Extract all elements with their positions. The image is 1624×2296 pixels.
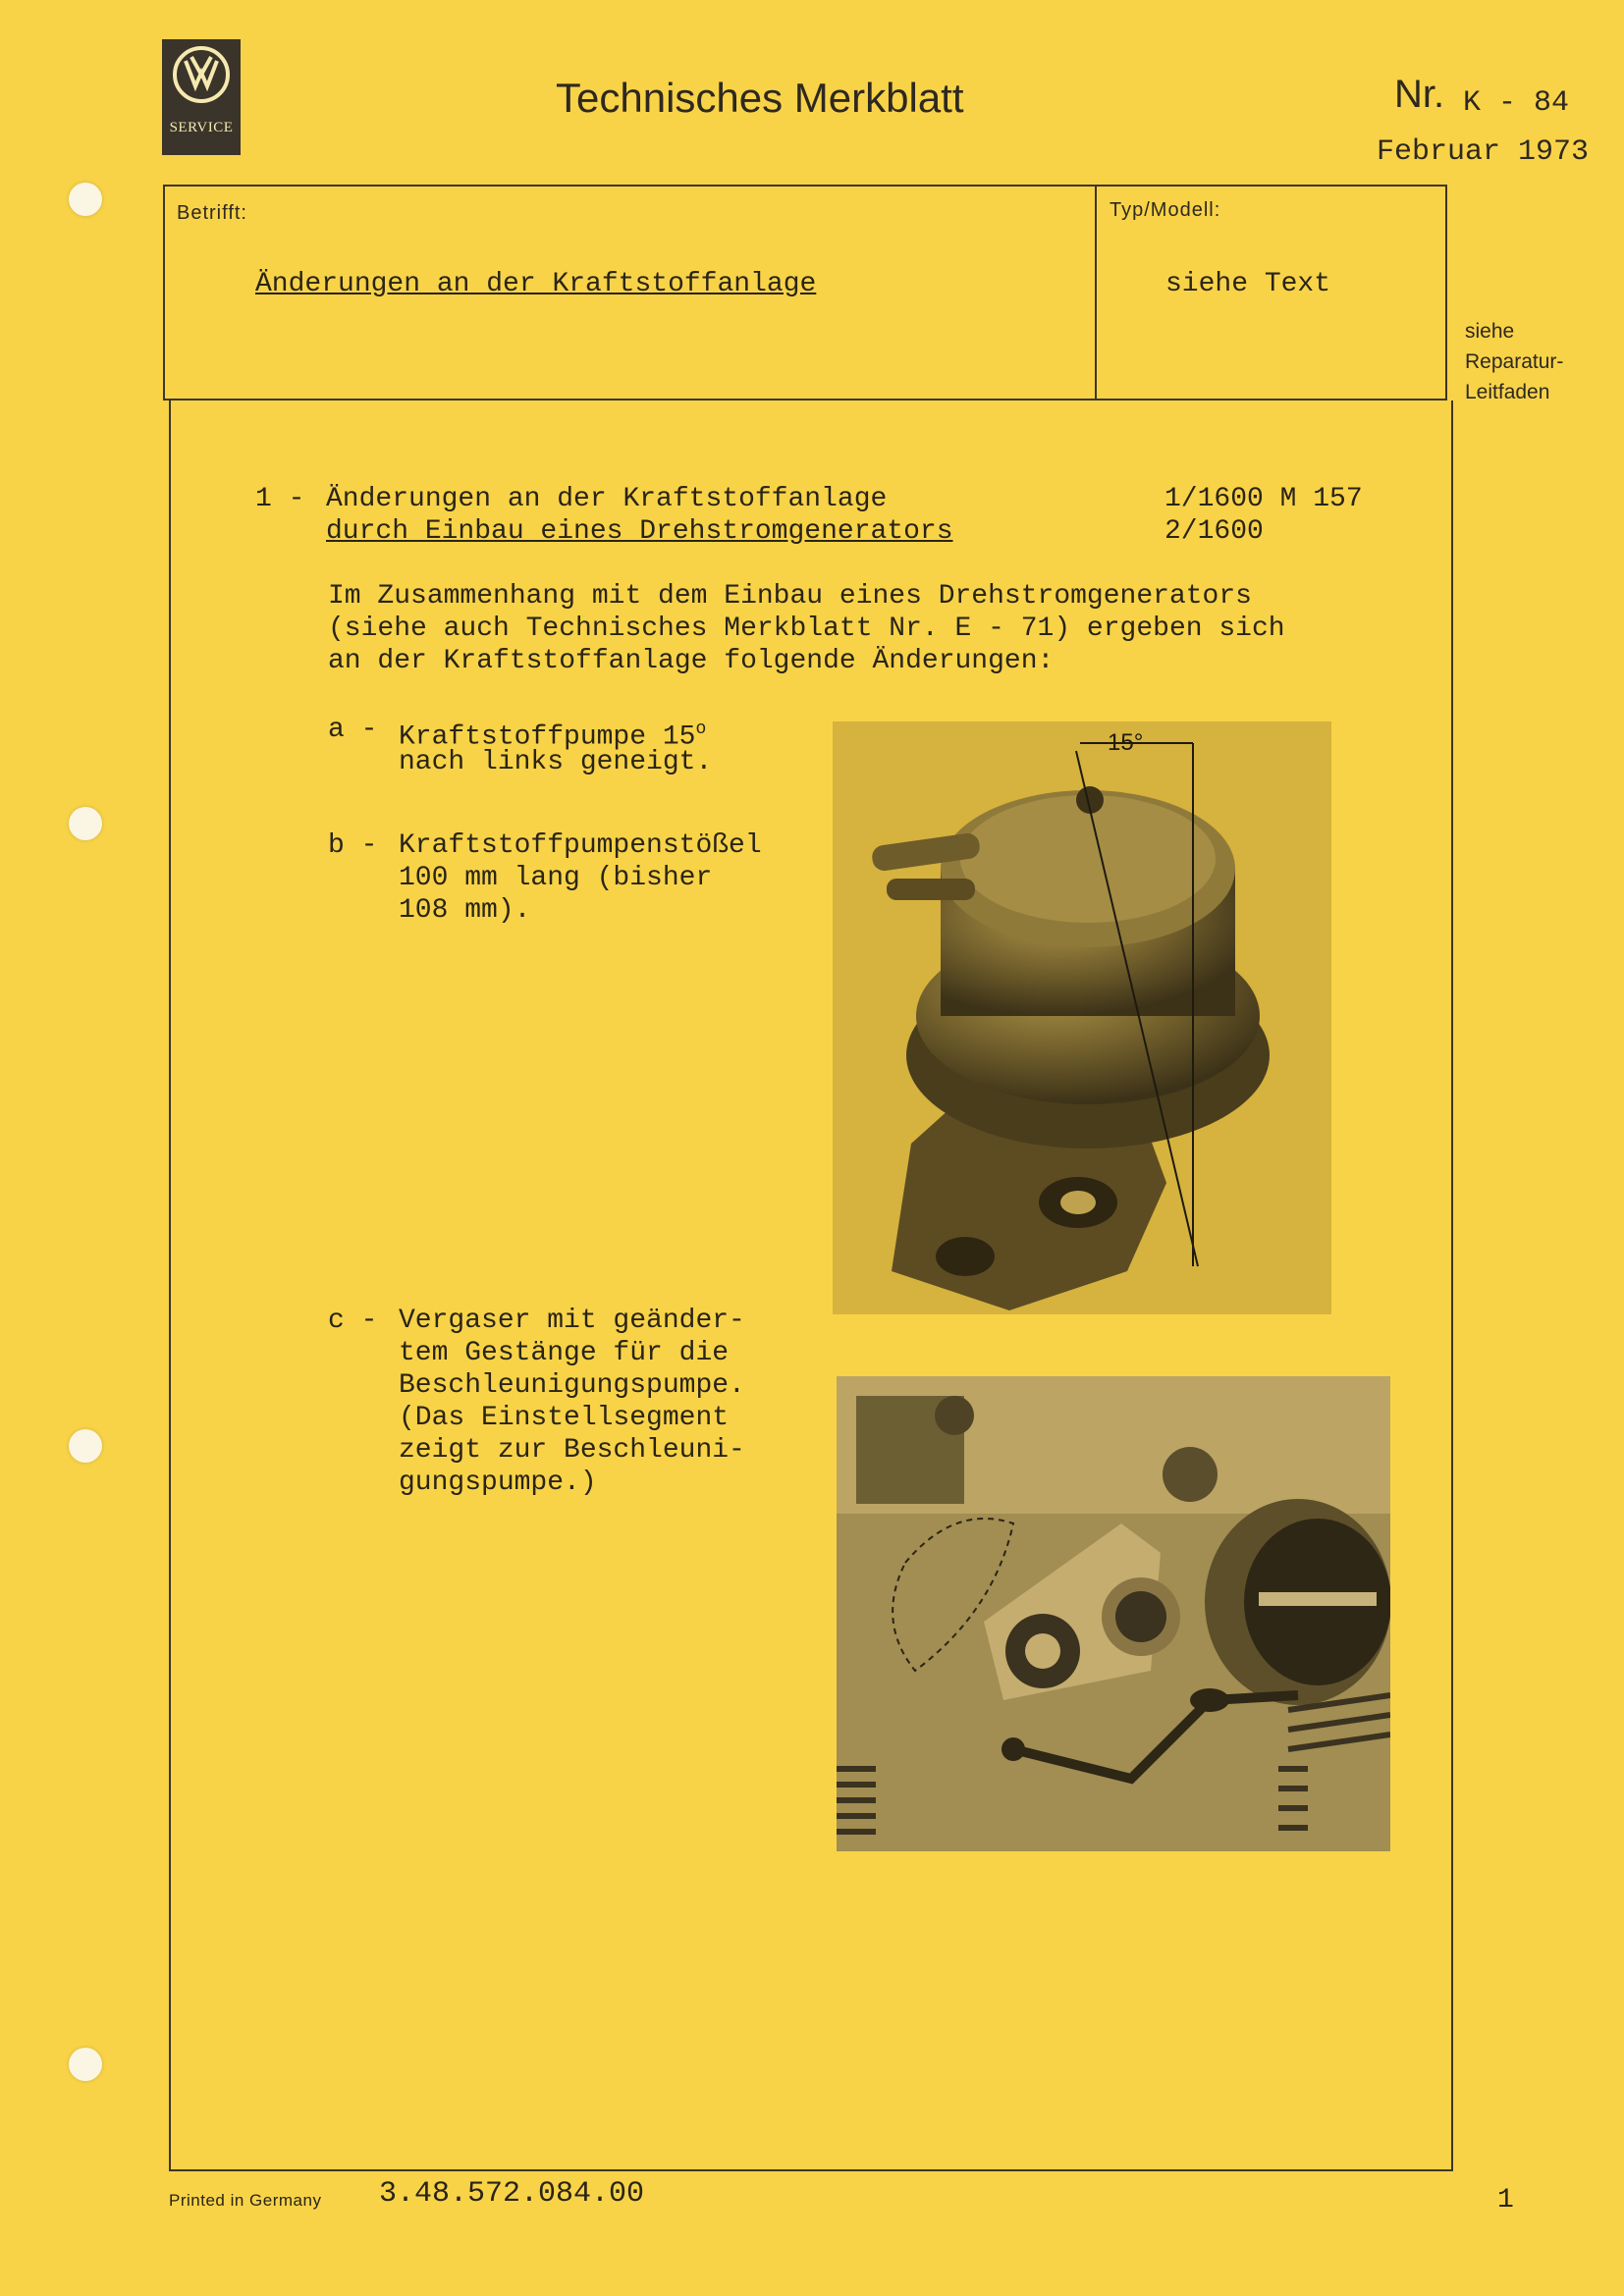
fuel-pump-photo xyxy=(833,721,1331,1314)
side-ref-line2: Reparatur- xyxy=(1465,350,1564,373)
subject-value: Änderungen an der Kraftstoffanlage xyxy=(255,269,817,299)
item-b-letter: b - xyxy=(328,830,378,861)
item-c-line1: Vergaser mit geänder- xyxy=(399,1306,745,1336)
item-b-line3: 108 mm). xyxy=(399,895,531,926)
fuel-pump-illustration xyxy=(833,721,1331,1314)
item-c-line2: tem Gestänge für die xyxy=(399,1338,730,1368)
angle-label: 15° xyxy=(1108,729,1144,756)
logo-service-text: SERVICE xyxy=(169,120,234,135)
section-heading-line1: Änderungen an der Kraftstoffanlage xyxy=(326,484,888,514)
side-reference xyxy=(1465,316,1563,407)
item-c-line6: gungspumpe.) xyxy=(399,1468,597,1498)
punch-hole-3 xyxy=(69,1429,102,1463)
subject-label: Betrifft: xyxy=(177,202,247,224)
page-number: 1 xyxy=(1497,2185,1514,2216)
carburettor-photo xyxy=(837,1376,1390,1851)
item-c-line3: Beschleunigungspumpe. xyxy=(399,1370,745,1401)
item-b-line1: Kraftstoffpumpenstößel xyxy=(399,830,762,861)
subject-box-divider xyxy=(1095,185,1097,400)
model-ref-2: 2/1600 xyxy=(1164,516,1264,547)
vw-logo-icon xyxy=(172,45,231,104)
item-c-line4: (Das Einstellsegment xyxy=(399,1403,730,1433)
punch-hole-2 xyxy=(69,807,102,840)
nr-value: K - 84 xyxy=(1463,86,1570,120)
item-a-text: Kraftstoffpumpe 15 xyxy=(399,721,696,753)
side-ref-line3: Leitfaden xyxy=(1465,381,1550,403)
section-number: 1 - xyxy=(255,484,305,514)
issue-date: Februar 1973 xyxy=(1377,135,1590,169)
punch-hole-1 xyxy=(69,183,102,216)
intro-line1: Im Zusammenhang mit dem Einbau eines Drehstromgenerators xyxy=(328,581,1252,612)
printed-in-germany: Printed in Germany xyxy=(169,2191,322,2210)
item-a-degree: o xyxy=(695,720,707,739)
item-a-letter: a - xyxy=(328,715,378,745)
side-ref-line1: siehe xyxy=(1465,320,1515,343)
intro-line2: (siehe auch Technisches Merkblatt Nr. E - 71) ergeben sich xyxy=(328,614,1285,644)
model-label: Typ/Modell: xyxy=(1110,199,1221,221)
vw-service-logo xyxy=(162,39,241,155)
page-title: Technisches Merkblatt xyxy=(556,75,964,121)
intro-line3: an der Kraftstoffanlage folgende Änderungen: xyxy=(328,646,1055,676)
item-c-line5: zeigt zur Beschleuni- xyxy=(399,1435,745,1466)
section-heading-line2: durch Einbau eines Drehstromgenerators xyxy=(326,516,953,547)
model-value: siehe Text xyxy=(1165,269,1331,299)
item-b-line2: 100 mm lang (bisher xyxy=(399,863,713,893)
model-ref-1: 1/1600 M 157 xyxy=(1164,484,1363,514)
item-c-letter: c - xyxy=(328,1306,378,1336)
carburettor-illustration xyxy=(837,1376,1390,1851)
document-code: 3.48.572.084.00 xyxy=(379,2177,645,2211)
punch-hole-4 xyxy=(69,2048,102,2081)
nr-label: Nr. xyxy=(1394,73,1445,116)
item-a-line2: nach links geneigt. xyxy=(399,747,713,777)
